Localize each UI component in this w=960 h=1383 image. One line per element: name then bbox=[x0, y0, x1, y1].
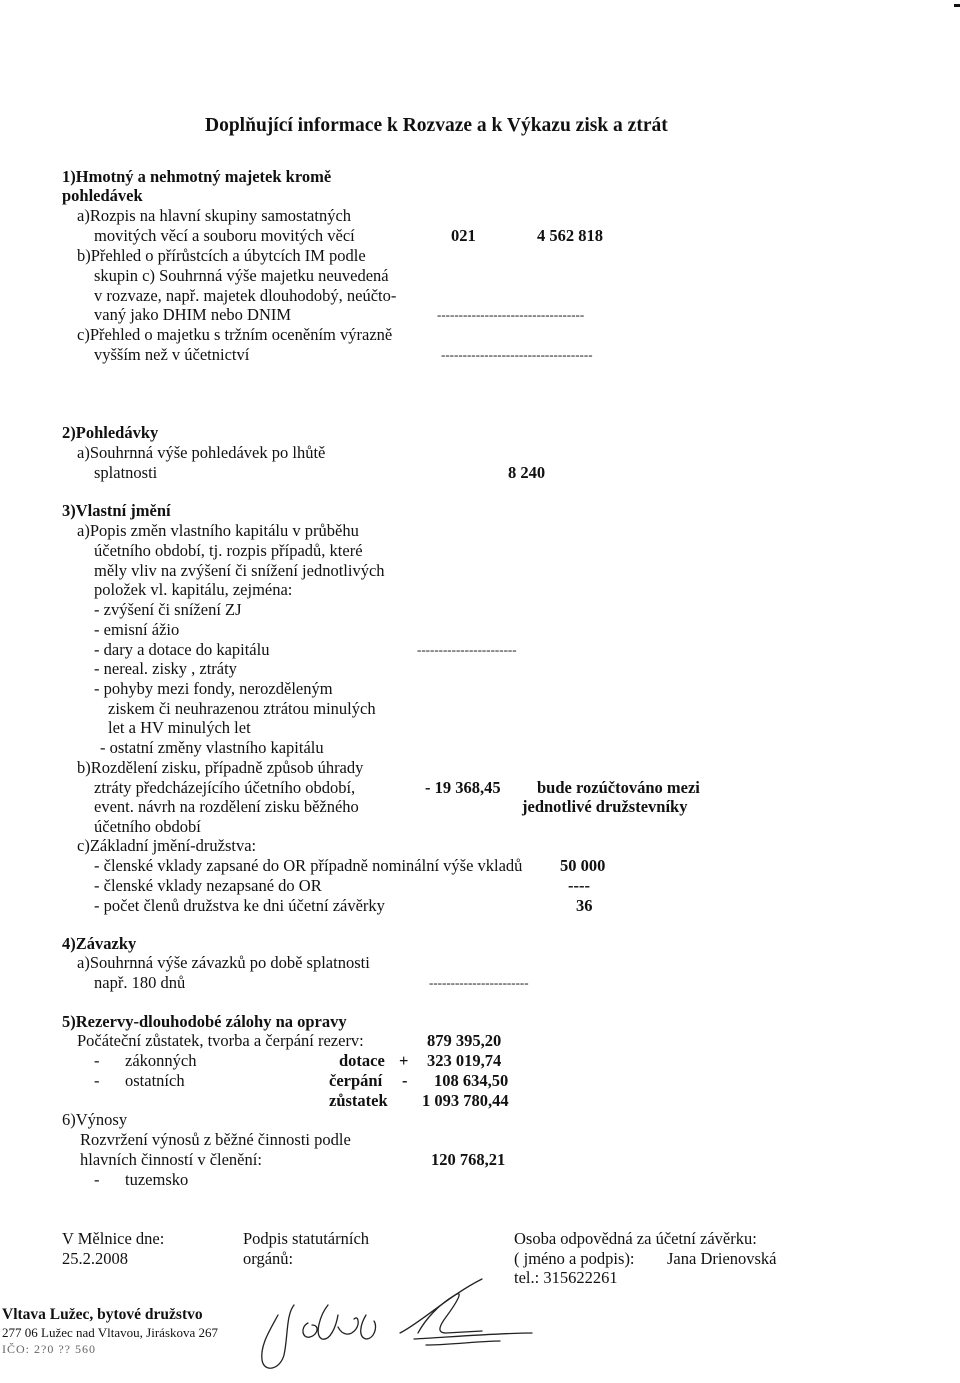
section-1-line: vaný jako DHIM nebo DNIM bbox=[94, 305, 292, 324]
movement-kind-addition: dotace bbox=[339, 1051, 385, 1070]
section-2-line: splatnosti bbox=[94, 463, 158, 482]
registered-deposits-amount: 50 000 bbox=[560, 856, 606, 875]
section-3-line: položek vl. kapitálu, zejména: bbox=[94, 580, 293, 599]
signatories-label: Podpis statutárních bbox=[243, 1229, 370, 1248]
movement-sign: + bbox=[399, 1051, 409, 1070]
drawdown-amount: 108 634,50 bbox=[434, 1071, 509, 1090]
section-3-heading: 3)Vlastní jmění bbox=[62, 501, 171, 520]
section-1-line: vyšším než v účetnictví bbox=[94, 345, 250, 364]
signatories-label: orgánů: bbox=[243, 1249, 294, 1268]
section-3-line: - ostatní změny vlastního kapitálu bbox=[100, 738, 324, 757]
company-stamp bbox=[2, 1306, 218, 1357]
section-1-line: movitých věcí a souboru movitých věcí bbox=[94, 226, 355, 245]
section-1-line: c)Přehled o majetku s tržním oceněním výrazně bbox=[77, 325, 393, 344]
section-1-line: skupin c) Souhrnná výše majetku neuvedená bbox=[94, 266, 389, 285]
overdue-receivables-amount: 8 240 bbox=[508, 463, 546, 482]
section-6-line: Rozvržení výnosů z běžné činnosti podle bbox=[80, 1130, 351, 1149]
section-3-line: - členské vklady nezapsané do OR bbox=[94, 876, 322, 895]
handwritten-signature bbox=[250, 1275, 550, 1375]
section-2-line: a)Souhrnná výše pohledávek po lhůtě bbox=[77, 443, 326, 462]
phone-number: tel.: 315622261 bbox=[514, 1268, 618, 1287]
movement-kind-drawdown: čerpání bbox=[329, 1071, 383, 1090]
stamp-company-id: IČO: 2?0 ?? 560 bbox=[2, 1342, 96, 1356]
blank-value-dashes: ----------------------- bbox=[417, 642, 517, 657]
section-4-heading: 4)Závazky bbox=[62, 934, 137, 953]
section-3-line: ztráty předcházejícího účetního období, bbox=[94, 778, 356, 797]
opening-balance: 879 395,20 bbox=[427, 1031, 502, 1050]
loss-distribution-note: jednotlivé družstevníky bbox=[522, 797, 688, 816]
section-3-line: event. návrh na rozdělení zisku běžného bbox=[94, 797, 359, 816]
reserve-type-other: ostatních bbox=[125, 1071, 185, 1090]
closing-balance-label: zůstatek bbox=[329, 1091, 388, 1110]
section-5-heading: 5)Rezervy-dlouhodobé zálohy na opravy bbox=[62, 1012, 347, 1031]
section-3-line: a)Popis změn vlastního kapitálu v průběhu bbox=[77, 521, 359, 540]
opening-balance-label: Počáteční zůstatek, tvorba a čerpání rezerv: bbox=[77, 1031, 364, 1050]
document-title: Doplňující informace k Rozvaze a k Výkazu zisk a ztrát bbox=[205, 115, 668, 136]
section-6-line: hlavních činností v členění: bbox=[80, 1150, 262, 1169]
row-dash: - bbox=[94, 1170, 100, 1189]
row-dash: - bbox=[94, 1051, 100, 1070]
addition-amount: 323 019,74 bbox=[427, 1051, 502, 1070]
reserve-type-statutory: zákonných bbox=[125, 1051, 197, 1070]
blank-value-dashes: ----------------------------------- bbox=[441, 347, 593, 362]
fixed-assets-amount: 4 562 818 bbox=[537, 226, 603, 245]
unregistered-deposits-value: ---- bbox=[568, 876, 590, 895]
section-3-line: účetního období bbox=[94, 817, 201, 836]
name-and-signature-label: ( jméno a podpis): bbox=[514, 1249, 635, 1268]
section-2-heading: 2)Pohledávky bbox=[62, 423, 159, 442]
section-1-line: a)Rozpis na hlavní skupiny samostatných bbox=[77, 206, 352, 225]
section-3-line: - nereal. zisky , ztráty bbox=[94, 659, 237, 678]
blank-value-dashes: ---------------------------------- bbox=[437, 307, 585, 322]
loss-distribution-note: bude rozúčtováno mezi bbox=[537, 778, 700, 797]
member-count: 36 bbox=[576, 896, 593, 915]
section-3-line: b)Rozdělení zisku, případně způsob úhrady bbox=[77, 758, 364, 777]
section-3-line: - pohyby mezi fondy, nerozděleným bbox=[94, 679, 333, 698]
row-dash: - bbox=[94, 1071, 100, 1090]
section-3-line: - počet členů družstva ke dni účetní závěrky bbox=[94, 896, 385, 915]
edge-mark bbox=[954, 4, 960, 7]
section-3-line: - členské vklady zapsané do OR případně nominální výše vkladů bbox=[94, 856, 523, 875]
section-4-line: a)Souhrnná výše závazků po době splatnosti bbox=[77, 953, 370, 972]
section-3-line: - emisní ážio bbox=[94, 620, 180, 639]
movement-sign: - bbox=[402, 1071, 408, 1090]
place-label: V Mělnice dne: bbox=[62, 1229, 165, 1248]
blank-value-dashes: ----------------------- bbox=[429, 975, 529, 990]
section-1-line: b)Přehled o přírůstcích a úbytcích IM podle bbox=[77, 246, 366, 265]
prior-year-loss-amount: - 19 368,45 bbox=[425, 778, 501, 797]
section-3-line: ziskem či neuhrazenou ztrátou minulých bbox=[108, 699, 376, 718]
section-4-line: např. 180 dnů bbox=[94, 973, 186, 992]
section-3-line: - zvýšení či snížení ZJ bbox=[94, 600, 242, 619]
section-1-heading-line1: 1)Hmotný a nehmotný majetek kromě bbox=[62, 167, 332, 186]
section-6-heading: 6)Výnosy bbox=[62, 1110, 128, 1129]
section-3-line: účetního období, tj. rozpis případů, které bbox=[94, 541, 363, 560]
section-3-line: měly vliv na zvýšení či snížení jednotlivých bbox=[94, 561, 385, 580]
responsible-person-label: Osoba odpovědná za účetní závěrku: bbox=[514, 1229, 757, 1248]
stamp-company-name: Vltava Lužec, bytové družstvo bbox=[2, 1306, 203, 1323]
section-3-line: c)Základní jmění-družstva: bbox=[77, 836, 257, 855]
responsible-person-name: Jana Drienovská bbox=[667, 1249, 777, 1268]
closing-balance: 1 093 780,44 bbox=[422, 1091, 509, 1110]
section-3-line: - dary a dotace do kapitálu bbox=[94, 640, 270, 659]
report-date: 25.2.2008 bbox=[62, 1249, 128, 1268]
section-1-heading-line2: pohledávek bbox=[62, 186, 143, 205]
section-3-line: let a HV minulých let bbox=[108, 718, 251, 737]
revenue-item-domestic: tuzemsko bbox=[125, 1170, 189, 1189]
stamp-address: 277 06 Lužec nad Vltavou, Jiráskova 267 bbox=[2, 1325, 219, 1340]
account-number: 021 bbox=[451, 226, 476, 245]
revenue-amount: 120 768,21 bbox=[431, 1150, 506, 1169]
section-1-line: v rozvaze, např. majetek dlouhodobý, neúčto- bbox=[94, 286, 397, 305]
